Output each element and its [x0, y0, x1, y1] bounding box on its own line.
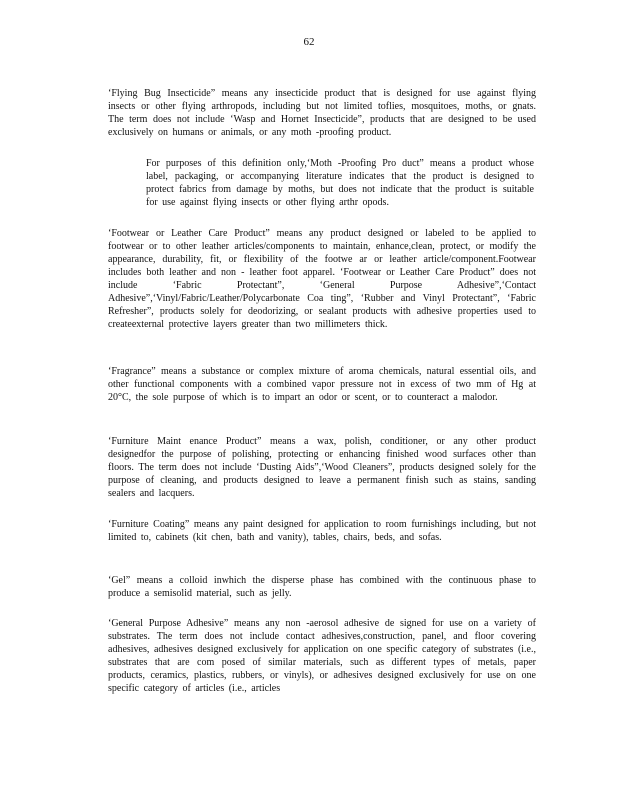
definition-general-purpose-adhesive: ‘General Purpose Adhesive” means any non -aerosol adhesive de signed for use on a variety of substrates. The term does not include contact adhesives,construction, panel, and floor covering adhesives, adhesives designed exclusively for application on one specific category of substrates (i.e., substrates that are com posed of similar materials, such as different types of metals, paper products, ceramics, plastics, rubbers, or vinyls), or adhesives designed exclusively for use on one specific category of articles (i.e., articles [108, 618, 536, 694]
definition-flying-bug-insecticide: ‘Flying Bug Insecticide” means any insecticide product that is designed for use against flying insects or other flying arthropods, including but not limited toflies, mosquitoes, moths, or gnats. The term does not include ‘Wasp and Hornet Insecticide”, products that are designed to be used exclusively on humans or animals, or any moth -proofing product. [108, 88, 536, 138]
definition-gel: ‘Gel” means a colloid inwhich the disperse phase has combined with the continuous phase to produce a semisolid material, such as jelly. [108, 575, 536, 599]
definition-footwear-leather-care-product: ‘Footwear or Leather Care Product” means any product designed or labeled to be applied to footwear or to other leather articles/components to maintain, enhance,clean, protect, or modify the appearance, durability, fit, or flexibility of the footwe ar or leather article/component.Footwear includes both leather and non - leather foot apparel. ‘Footwear or Leather Care Product” does not include ‘Fabric Protectant”, ‘General Purpose Adhesive”,‘Contact Adhesive”,‘Vinyl/Fabric/Leather/Polycarbonate Coa ting”, ‘Rubber and Vinyl Protectant”, ‘Fabric Refresher”, products solely for deodorizing, or sealant products with adhesive properties used to createexternal protective layers greater than two millimeters thick. [108, 228, 536, 330]
definition-moth-proofing-product: For purposes of this definition only,‘Moth -Proofing Pro duct” means a product whose label, packaging, or accompanying literature indicates that the product is designed to protect fabrics from damage by moths, but does not indicate that the product is suitable for use against flying insects or other flying arthr opods. [146, 158, 534, 208]
definition-furniture-coating: ‘Furniture Coating” means any paint designed for application to room furnishings including, but not limited to, cabinets (kit chen, bath and vanity), tables, chairs, beds, and sofas. [108, 519, 536, 543]
definition-fragrance: ‘Fragrance” means a substance or complex mixture of aroma chemicals, natural essential oils, and other functional components with a combined vapor pressure not in excess of two mm of Hg at 20°C, the sole purpose of which is to impart an odor or scent, or to counteract a malodor. [108, 366, 536, 403]
definition-furniture-maintenance-product: ‘Furniture Maint enance Product” means a wax, polish, conditioner, or any other product designedfor the purpose of polishing, protecting or enhancing finished wood surfaces other than floors. The term does not include ‘Dusting Aids”,‘Wood Cleaners”, products designed solely for the purpose of cleaning, and products designed to leave a permanent finish such as stains, sanding sealers and lacquers. [108, 436, 536, 499]
page-number: 62 [303, 36, 315, 48]
